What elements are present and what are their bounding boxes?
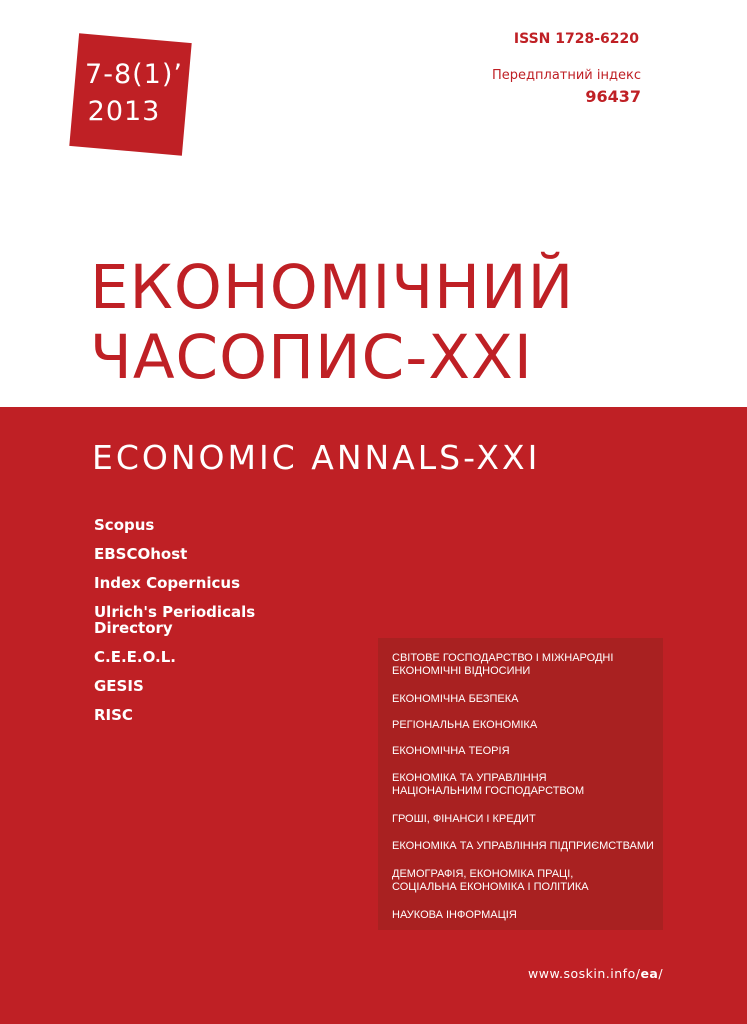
rubric-world-economy: СВІТОВЕ ГОСПОДАРСТВО І МІЖНАРОДНІ [392, 652, 614, 664]
rubric-national-economy-line2: НАЦІОНАЛЬНИМ ГОСПОДАРСТВОМ [392, 785, 585, 797]
website-suffix: / [658, 966, 664, 981]
website-prefix: www.soskin.info/ [528, 966, 641, 981]
issn-label: ISSN 1728-6220 [513, 31, 639, 47]
rubric-demography-labor: ДЕМОГРАФІЯ, ЕКОНОМІКА ПРАЦІ, [392, 868, 574, 880]
rubric-enterprise-management: ЕКОНОМІКА ТА УПРАВЛІННЯ ПІДПРИЄМСТВАМИ [392, 840, 654, 852]
subscription-index-value: 96437 [585, 87, 641, 106]
index-ulrichs-line2: Directory [94, 619, 173, 637]
rubric-world-economy-line2: ЕКОНОМІЧНІ ВІДНОСИНИ [392, 665, 531, 677]
index-gesis: GESIS [94, 677, 144, 695]
indexing-databases-list [94, 518, 334, 723]
rubric-scientific-information: НАУКОВА ІНФОРМАЦІЯ [392, 909, 517, 921]
rubric-money-finance-credit: ГРОШІ, ФІНАНСИ І КРЕДИТ [392, 813, 536, 825]
rubric-demography-labor-line2: СОЦІАЛЬНА ЕКОНОМІКА І ПОЛІТИКА [392, 881, 589, 893]
rubric-national-economy: ЕКОНОМІКА ТА УПРАВЛІННЯ [392, 772, 547, 784]
journal-title-ua-line1: ЕКОНОМІЧНИЙ [90, 252, 575, 323]
rubric-economic-security: ЕКОНОМІЧНА БЕЗПЕКА [392, 693, 519, 705]
rubric-economic-theory: ЕКОНОМІЧНА ТЕОРІЯ [392, 745, 510, 757]
issue-year: 2013 [87, 96, 161, 127]
index-ulrichs: Ulrich's Periodicals [94, 603, 256, 621]
website-bold-part: ea [640, 966, 659, 981]
index-copernicus: Index Copernicus [94, 574, 241, 592]
index-ebscohost: EBSCOhost [94, 545, 188, 563]
rubric-regional-economy: РЕГІОНАЛЬНА ЕКОНОМІКА [392, 719, 538, 731]
journal-title-ua-line2: ЧАСОПИС-XXI [90, 322, 533, 393]
index-risc: RISC [94, 706, 133, 724]
rubrics-panel [378, 638, 663, 930]
issue-number: 7-8(1)’ [85, 59, 183, 90]
subscription-index-label: Передплатний індекс [492, 68, 641, 83]
journal-title-en: ECONOMIC ANNALS-XXI [92, 438, 541, 477]
website-link[interactable] [528, 966, 663, 981]
index-scopus: Scopus [94, 516, 155, 534]
index-ceeol: C.E.E.O.L. [94, 648, 176, 666]
